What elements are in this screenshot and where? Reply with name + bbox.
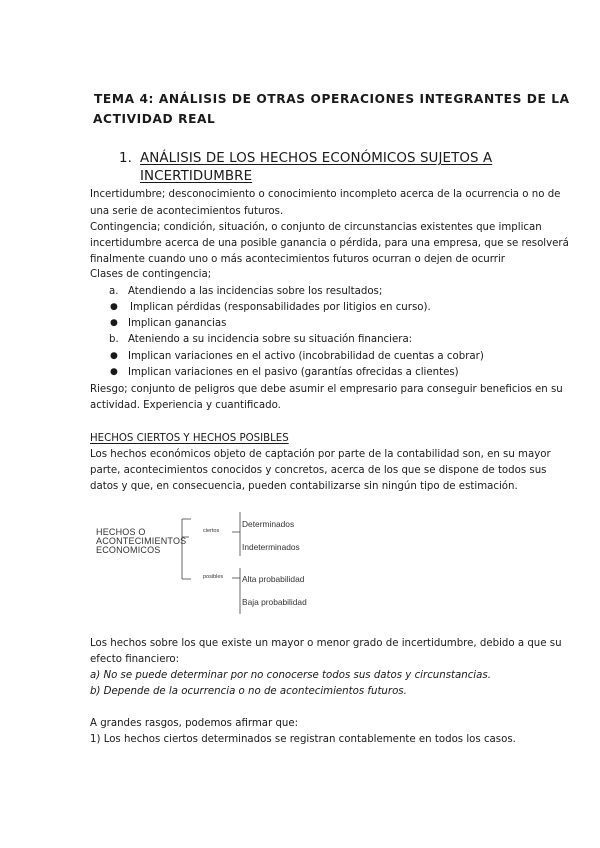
conclusion-item-1: 1) Los hechos ciertos determinados se registran contablemente en todos los casos. (90, 734, 516, 745)
conclusion-intro: A grandes rasgos, podemos afirmar que: (90, 718, 299, 729)
bullet-icon: ● (110, 302, 118, 312)
diagram-branch-posibles: posibles (203, 574, 224, 580)
diagram-root-line1: HECHOS O (96, 527, 146, 537)
clases-label: Clases de contingencia; (90, 269, 212, 280)
list-marker-b: b. (109, 334, 119, 345)
bullet-icon: ● (110, 367, 118, 377)
list-item-b: Ateniendo a su incidencia sobre su situación financiera: (128, 334, 413, 345)
incertidumbre-line1: Incertidumbre; desconocimiento o conocimiento incompleto acerca de la ocurrencia o no de (90, 189, 561, 200)
riesgo-line1: Riesgo; conjunto de peligros que debe asumir el empresario para conseguir beneficios en su (90, 384, 563, 395)
list-bullet-4: Implican variaciones en el pasivo (garantías ofrecidas a clientes) (128, 367, 459, 378)
diagram-leaf-alta-probabilidad: Alta probabilidad (242, 574, 305, 584)
list-bullet-2: Implican ganancias (128, 318, 227, 329)
hechos-paragraph-line1: Los hechos económicos objeto de captación por parte de la contabilidad son, en su mayor (90, 449, 551, 460)
doc-title-line1: TEMA 4: ANÁLISIS DE OTRAS OPERACIONES INTEGRANTES DE LA (94, 92, 570, 106)
grados-item-a: a) No se puede determinar por no conocerse todos sus datos y circunstancias. (90, 670, 491, 681)
classification-diagram (94, 508, 344, 618)
grados-line1: Los hechos sobre los que existe un mayor o menor grado de incertidumbre, debido a que su (90, 638, 562, 649)
hechos-heading: HECHOS CIERTOS Y HECHOS POSIBLES (90, 433, 289, 444)
hechos-paragraph-line2: parte, acontecimientos conocidos y concretos, acerca de los que se dispone de todos sus (90, 465, 547, 476)
grados-item-b: b) Depende de la ocurrencia o no de acontecimientos futuros. (90, 686, 407, 697)
list-bullet-3: Implican variaciones en el activo (incobrabilidad de cuentas a cobrar) (128, 351, 484, 362)
diagram-root-line3: ECONOMICOS (96, 545, 161, 555)
diagram-leaf-baja-probabilidad: Baja probabilidad (242, 597, 307, 607)
contingencia-line1: Contingencia; condición, situación, o conjunto de circunstancias existentes que implican (90, 222, 542, 233)
section-heading-line2: INCERTIDUMBRE (140, 169, 253, 184)
hechos-paragraph-line3: datos y que, en consecuencia, pueden contabilizarse sin ningún tipo de estimación. (90, 481, 518, 492)
list-item-a: Atendiendo a las incidencias sobre los resultados; (128, 286, 383, 297)
contingencia-line2: incertidumbre acerca de una posible ganancia o pérdida, para una empresa, que se resolverá (90, 238, 569, 249)
incertidumbre-line2: una serie de acontecimientos futuros. (90, 206, 284, 217)
bullet-icon: ● (110, 318, 118, 328)
diagram-leaf-indeterminados: Indeterminados (242, 542, 300, 552)
list-bullet-1: Implican pérdidas (responsabilidades por litigios en curso). (130, 302, 431, 313)
section-heading-line1: ANÁLISIS DE LOS HECHOS ECONÓMICOS SUJETOS A (140, 151, 493, 166)
contingencia-line3: finalmente cuando uno o más acontecimientos futuros ocurran o dejen de ocurrir (90, 254, 505, 265)
riesgo-line2: actividad. Experiencia y cuantificado. (90, 400, 281, 411)
diagram-leaf-determinados: Determinados (242, 519, 295, 529)
grados-line2: efecto financiero: (90, 654, 180, 665)
bullet-icon: ● (110, 351, 118, 361)
section-number: 1. (119, 151, 132, 166)
list-marker-a: a. (109, 286, 119, 297)
diagram-branch-ciertos: ciertos (203, 528, 220, 534)
doc-title-line2: ACTIVIDAD REAL (93, 112, 216, 126)
diagram-root-line2: ACONTECIMIENTOS (96, 536, 187, 546)
